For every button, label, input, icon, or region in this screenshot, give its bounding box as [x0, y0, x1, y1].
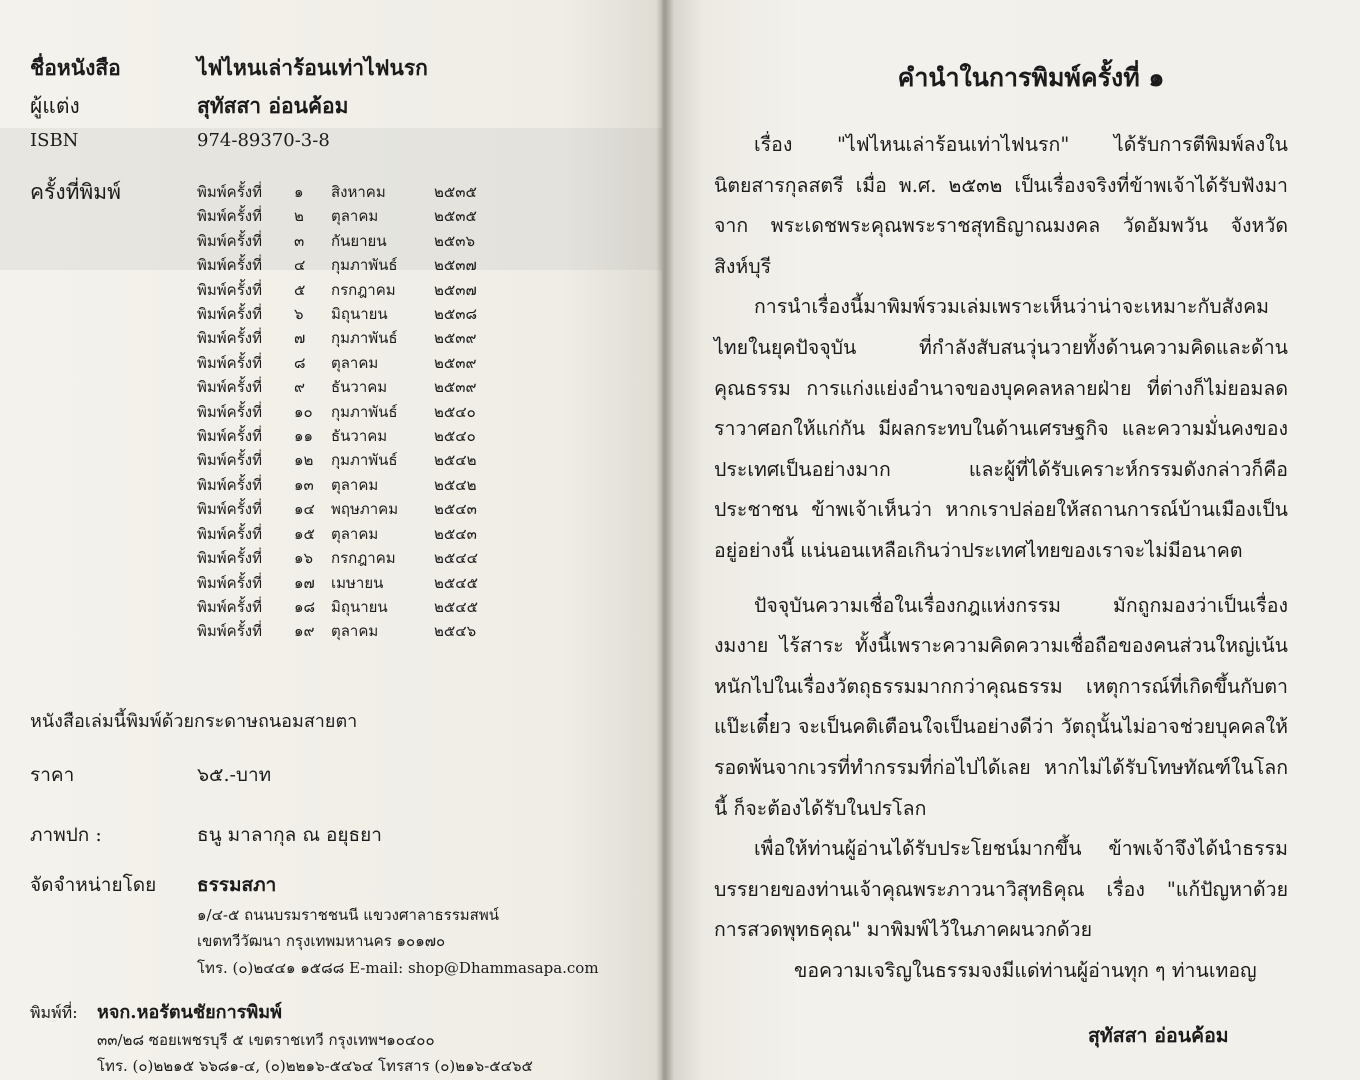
- printing-month: กุมภาพันธ์: [331, 329, 398, 348]
- author-row: [30, 90, 348, 123]
- printer-address: ๓๓/๒๘ ซอยเพชรบุรี ๕ เขตราชเทวี กรุงเทพฯ๑๐๔๐๐: [97, 1031, 435, 1049]
- printing-row: [197, 253, 494, 277]
- printing-edition-number: ๙: [294, 378, 305, 397]
- distributor-address-line-2: เขตทวีวัฒนา กรุงเทพมหานคร ๑๐๑๗๐: [197, 932, 446, 950]
- printing-year: ๒๕๔๒: [434, 475, 477, 494]
- printing-month: ตุลาคม: [331, 353, 379, 372]
- printing-row: [197, 302, 494, 326]
- printing-edition-number: ๑๔: [294, 500, 315, 519]
- preface-body: [714, 125, 1288, 991]
- printing-edition-label: พิมพ์ครั้งที่: [197, 573, 262, 592]
- printing-year: ๒๕๓๙: [434, 353, 477, 372]
- printing-edition-number: ๑๙: [294, 622, 315, 641]
- printing-edition-number: ๘: [294, 353, 306, 372]
- printing-month: ตุลาคม: [331, 524, 379, 543]
- printing-month: กรกฎาคม: [331, 280, 396, 299]
- printing-edition-number: ๓: [294, 231, 305, 250]
- printing-edition-label: พิมพ์ครั้งที่: [197, 207, 262, 226]
- printing-year: ๒๕๓๕: [434, 183, 477, 201]
- printing-row: [197, 448, 494, 472]
- printing-edition-label: พิมพ์ครั้งที่: [197, 231, 262, 250]
- printing-month: มิถุนายน: [331, 305, 388, 324]
- cover-artist-value: ธนู มาลากุล ณ อยุธยา: [197, 824, 382, 846]
- isbn-label: ISBN: [30, 130, 79, 151]
- printing-month: ตุลาคม: [331, 475, 379, 494]
- printing-month: กุมภาพันธ์: [331, 451, 398, 470]
- printing-row: [197, 278, 494, 302]
- printing-row: [197, 180, 494, 204]
- preface-paragraph-1: เรื่อง "ไฟไหนเล่าร้อนเท่าไฟนรก" ได้รับการตีพิมพ์ลงใน นิตยสารกุลสตรี เมื่อ พ.ศ. ๒๕๓๒ เป็นเรื่องจริงที่ข้าพเจ้าได้รับฟังมาจาก พระเดชพระคุณพระราชสุทธิญาณมงคล วัดอัมพวัน จังหวัดสิงห์บุรี: [714, 133, 1288, 278]
- printing-month: เมษายน: [331, 573, 384, 592]
- author-value: สุทัสสา อ่อนค้อม: [197, 93, 349, 118]
- book-title-row: [30, 52, 428, 85]
- printing-edition-label: พิมพ์ครั้งที่: [197, 183, 262, 201]
- printing-row: [197, 546, 494, 570]
- printing-edition-label: พิมพ์ครั้งที่: [197, 305, 262, 324]
- distributor-row: [30, 870, 276, 900]
- preface-paragraph-5: ขอความเจริญในธรรมจงมีแด่ท่านผู้อ่านทุก ๆ ท่านเทอญ: [794, 958, 1257, 982]
- printing-year: ๒๕๔๓: [434, 524, 477, 543]
- printing-edition-label: พิมพ์ครั้งที่: [197, 549, 262, 568]
- distributor-name: ธรรมสภา: [197, 874, 277, 896]
- preface-paragraph-2: การนำเรื่องนี้มาพิมพ์รวมเล่มเพราะเห็นว่าน่าจะเหมาะกับสังคมไทยในยุคปัจจุบัน ที่กำลังสับสนวุ่นวายทั้งด้านความคิดและด้านคุณธรรม การแก่งแย่งอำนาจของบุคคลหลายฝ่าย ที่ต่างก็ไม่ยอมลดราวาศอกให้แก่กัน มีผลกระทบในด้านเศรษฐกิจ และความมั่นคงของประเทศเป็นอย่างมาก และผู้ที่ได้รับเคราะห์กรรมดังกล่าวก็คือ ประชาชน ข้าพเจ้าเห็นว่า หากเราปล่อยให้สถานการณ์บ้านเมืองเป็นอยู่อย่างนี้ แน่นอนเหลือเกินว่าประเทศไทยของเราจะไม่มีอนาคต: [714, 295, 1288, 562]
- printing-edition-number: ๖: [294, 305, 304, 324]
- printing-month: ธันวาคม: [331, 378, 388, 397]
- printing-year: ๒๕๔๐: [434, 402, 476, 421]
- printing-year: ๒๕๓๗: [434, 280, 477, 299]
- printer-contact: โทร. (๐)๒๒๑๕ ๖๖๘๑-๔, (๐)๒๒๑๖-๕๔๖๔ โทรสาร (๐)๒๑๖-๕๔๖๕: [97, 1057, 533, 1075]
- printer-row: [30, 997, 282, 1026]
- distributor-contact: โทร. (๐)๒๔๔๑ ๑๕๘๘ E-mail: shop@Dhammasapa.com: [197, 959, 599, 977]
- printing-row: [197, 424, 494, 448]
- preface-title: คำนำในการพิมพ์ครั้งที่ ๑: [897, 63, 1165, 92]
- price-row: [30, 760, 271, 790]
- printing-year: ๒๕๔๓: [434, 500, 477, 519]
- printing-month: สิงหาคม: [331, 183, 386, 201]
- distributor-label: จัดจำหน่ายโดย: [30, 874, 157, 896]
- author-label: ผู้แต่ง: [30, 94, 80, 118]
- isbn-value: 974-89370-3-8: [197, 130, 330, 151]
- price-label: ราคา: [30, 764, 75, 786]
- printing-year: ๒๕๓๗: [434, 256, 477, 275]
- book-title-label: ชื่อหนังสือ: [30, 55, 121, 80]
- printing-edition-number: ๑๘: [294, 597, 316, 616]
- printer-name: หจก.หอรัตนชัยการพิมพ์: [97, 1002, 282, 1023]
- printing-year: ๒๕๓๕: [434, 207, 477, 226]
- book-title-value: ไฟไหนเล่าร้อนเท่าไฟนรก: [197, 55, 428, 80]
- printing-year: ๒๕๔๐: [434, 427, 476, 446]
- colophon-page: [0, 0, 662, 1080]
- printing-year: ๒๕๓๙: [434, 378, 477, 397]
- printing-edition-number: ๑๒: [294, 451, 314, 470]
- printing-year: ๒๕๓๘: [434, 305, 478, 324]
- paper-note: หนังสือเล่มนี้พิมพ์ด้วยกระดาษถนอมสายตา: [30, 711, 358, 732]
- printing-month: ธันวาคม: [331, 427, 388, 446]
- printing-row: [197, 326, 494, 350]
- printing-edition-number: ๔: [294, 256, 306, 275]
- printing-year: ๒๕๓๙: [434, 329, 477, 348]
- printing-edition-label: พิมพ์ครั้งที่: [197, 280, 262, 299]
- printing-history-label: ครั้งที่พิมพ์: [30, 180, 121, 204]
- printing-edition-label: พิมพ์ครั้งที่: [197, 500, 262, 519]
- printing-year: ๒๕๔๕: [434, 573, 478, 592]
- printing-year: ๒๕๓๖: [434, 231, 476, 250]
- printing-month: ตุลาคม: [331, 622, 379, 641]
- printing-row: [197, 522, 494, 546]
- book-gutter: [656, 0, 674, 1080]
- printing-edition-number: ๑: [294, 183, 304, 201]
- price-value: ๖๕.-บาท: [197, 764, 272, 786]
- printing-edition-label: พิมพ์ครั้งที่: [197, 353, 262, 372]
- printing-edition-label: พิมพ์ครั้งที่: [197, 451, 262, 470]
- printing-month: กุมภาพันธ์: [331, 256, 398, 275]
- printer-label: พิมพ์ที่:: [30, 1003, 78, 1022]
- printing-month: กุมภาพันธ์: [331, 402, 398, 421]
- printing-year: ๒๕๔๖: [434, 622, 477, 641]
- printing-row: [197, 595, 494, 619]
- printing-edition-number: ๑๑: [294, 427, 314, 446]
- printing-edition-number: ๕: [294, 280, 306, 299]
- printing-row: [197, 619, 494, 643]
- printing-month: ตุลาคม: [331, 207, 379, 226]
- printing-edition-label: พิมพ์ครั้งที่: [197, 378, 262, 397]
- printing-edition-number: ๑๕: [294, 524, 315, 543]
- printing-edition-number: ๑๖: [294, 549, 314, 568]
- printing-edition-number: ๑๗: [294, 573, 315, 592]
- printing-row: [197, 400, 494, 424]
- printing-edition-number: ๒: [294, 207, 304, 226]
- cover-artist-row: [30, 820, 382, 850]
- printing-month: กรกฎาคม: [331, 549, 396, 568]
- cover-artist-label: ภาพปก :: [30, 824, 102, 846]
- printing-row: [197, 497, 494, 521]
- printing-edition-number: ๗: [294, 329, 306, 348]
- printing-edition-number: ๑๐: [294, 402, 313, 421]
- isbn-row: [30, 130, 330, 151]
- printing-edition-label: พิมพ์ครั้งที่: [197, 427, 262, 446]
- preface-paragraph-3: ปัจจุบันความเชื่อในเรื่องกฎแห่งกรรม มักถูกมองว่าเป็นเรื่องงมงาย ไร้สาระ ทั้งนี้เพราะความคิดความเชื่อถือของคนส่วนใหญ่เน้นหนักไปในเรื่องวัตถุธรรมมากกว่าคุณธรรม เหตุการณ์ที่เกิดขึ้นกับตาแป๊ะเตี๋ยว จะเป็นคติเตือนใจเป็นอย่างดีว่า วัตถุนั้นไม่อาจช่วยบุคคลให้รอดพ้นจากเวรที่ทำกรรมที่ก่อไปได้เลย หากไม่ได้รับโทษทัณฑ์ในโลกนี้ ก็จะต้องได้รับในปรโลก: [714, 593, 1288, 820]
- printing-row: [197, 229, 494, 253]
- printing-edition-label: พิมพ์ครั้งที่: [197, 256, 262, 275]
- printing-edition-number: ๑๓: [294, 475, 314, 494]
- printing-history-label-row: [30, 176, 197, 209]
- printing-edition-label: พิมพ์ครั้งที่: [197, 329, 262, 348]
- printing-month: มิถุนายน: [331, 597, 388, 616]
- printing-edition-label: พิมพ์ครั้งที่: [197, 402, 262, 421]
- distributor-address-line-1: ๑/๔-๕ ถนนบรมราชชนนี แขวงศาลาธรรมสพน์: [197, 906, 499, 924]
- printing-row: [197, 351, 494, 375]
- printing-row: [197, 204, 494, 228]
- printing-row: [197, 571, 494, 595]
- printing-edition-label: พิมพ์ครั้งที่: [197, 622, 262, 641]
- printing-month: กันยายน: [331, 231, 387, 250]
- printing-year: ๒๕๔๒: [434, 451, 477, 470]
- printing-history-list: [197, 180, 494, 644]
- printing-edition-label: พิมพ์ครั้งที่: [197, 524, 262, 543]
- printing-edition-label: พิมพ์ครั้งที่: [197, 475, 262, 494]
- printing-row: [197, 375, 494, 399]
- author-signature: สุทัสสา อ่อนค้อม: [1088, 1024, 1229, 1047]
- printing-edition-label: พิมพ์ครั้งที่: [197, 597, 262, 616]
- printing-year: ๒๕๔๔: [434, 549, 478, 568]
- printing-month: พฤษภาคม: [331, 500, 399, 519]
- printing-row: [197, 473, 494, 497]
- preface-paragraph-4: เพื่อให้ท่านผู้อ่านได้รับประโยชน์มากขึ้น ข้าพเจ้าจึงได้นำธรรมบรรยายของท่านเจ้าคุณพระภาวนาวิสุทธิคุณ เรื่อง "แก้ปัญหาด้วยการสวดพุทธคุณ" มาพิมพ์ไว้ในภาคผนวกด้วย: [714, 837, 1288, 942]
- printing-year: ๒๕๔๕: [434, 597, 478, 616]
